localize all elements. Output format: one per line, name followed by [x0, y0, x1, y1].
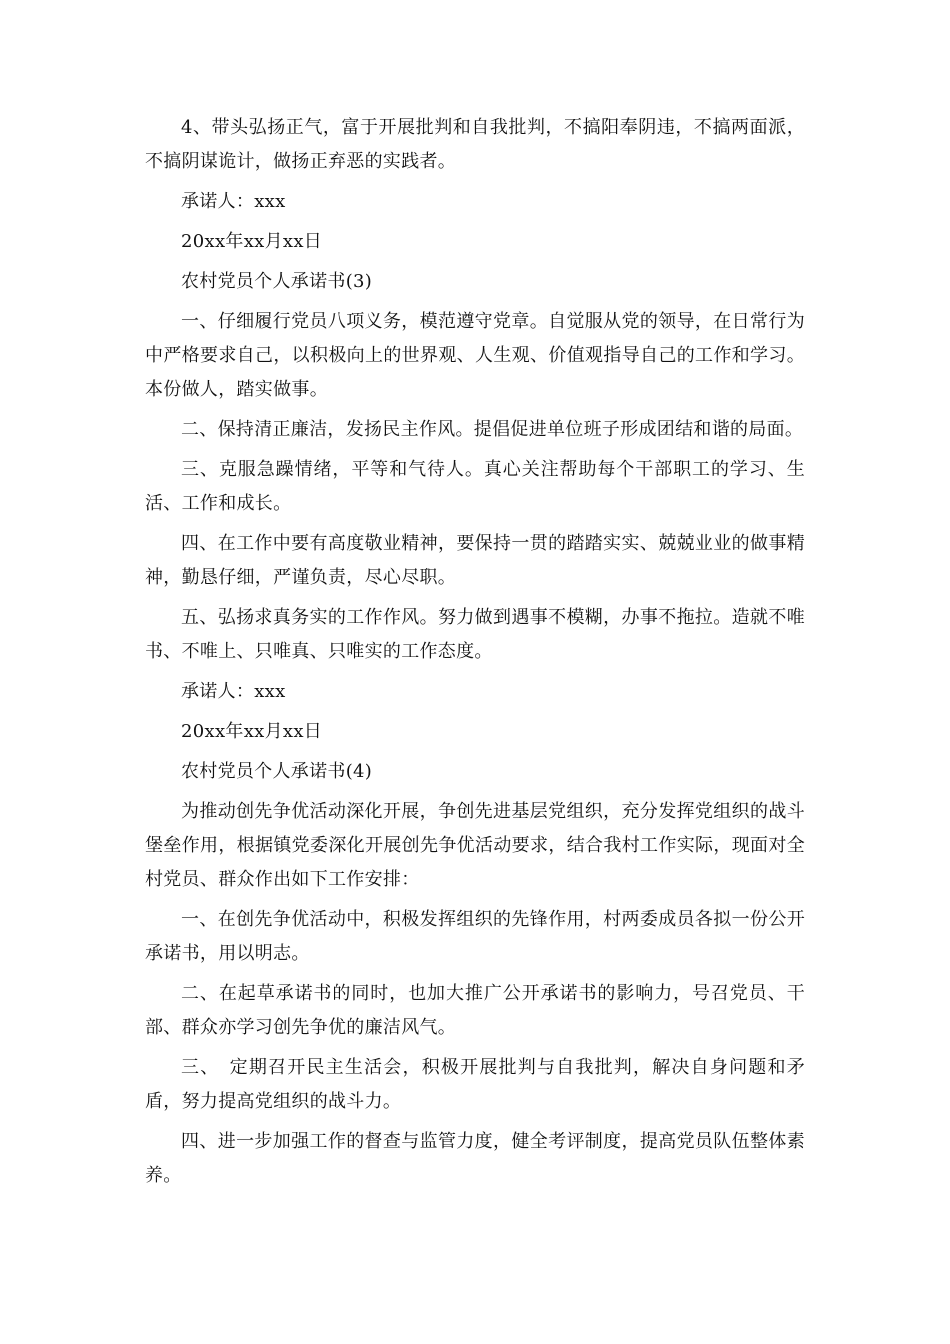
arrangement-one: 一、在创先争优活动中，积极发挥组织的先锋作用，村两委成员各拟一份公开承诺书，用以明志。 [145, 909, 805, 964]
paragraph-three: 三、克服急躁情绪，平等和气待人。真心关注帮助每个干部职工的学习、生活、工作和成长。 [145, 459, 805, 514]
arrangement-three: 三、 定期召开民主生活会，积极开展批判与自我批判，解决自身问题和矛盾，努力提高党组织的战斗力。 [145, 1057, 805, 1112]
promisor-line: 承诺人：xxx [181, 681, 286, 702]
section-title-3: 农村党员个人承诺书(3) [181, 271, 373, 292]
date-line: 20xx年xx月xx日 [181, 231, 323, 252]
promisor-line: 承诺人：xxx [181, 191, 286, 212]
document-body [145, 111, 805, 1199]
arrangement-two: 二、在起草承诺书的同时，也加大推广公开承诺书的影响力，号召党员、干部、群众亦学习创先争优的廉洁风气。 [145, 983, 805, 1038]
paragraph-one: 一、仔细履行党员八项义务，模范遵守党章。自觉服从党的领导，在日常行为中严格要求自己，以积极向上的世界观、人生观、价值观指导自己的工作和学习。本份做人，踏实做事。 [145, 311, 805, 400]
paragraph-four: 四、在工作中要有高度敬业精神，要保持一贯的踏踏实实、兢兢业业的做事精神，勤恳仔细，严谨负责，尽心尽职。 [145, 533, 805, 588]
paragraph-two: 二、保持清正廉洁，发扬民主作风。提倡促进单位班子形成团结和谐的局面。 [181, 419, 804, 440]
arrangement-four: 四、进一步加强工作的督查与监管力度，健全考评制度，提高党员队伍整体素养。 [145, 1131, 805, 1186]
intro-paragraph: 为推动创先争优活动深化开展，争创先进基层党组织，充分发挥党组织的战斗堡垒作用，根据镇党委深化开展创先争优活动要求，结合我村工作实际，现面对全村党员、群众作出如下工作安排： [145, 801, 805, 890]
paragraph-five: 五、弘扬求真务实的工作作风。努力做到遇事不模糊，办事不拖拉。造就不唯书、不唯上、只唯真、只唯实的工作态度。 [145, 607, 805, 662]
date-line: 20xx年xx月xx日 [181, 721, 323, 742]
paragraph-item-4: 4、带头弘扬正气，富于开展批判和自我批判，不搞阳奉阴违，不搞两面派，不搞阴谋诡计，做扬正弃恶的实践者。 [145, 117, 805, 172]
section-title-4: 农村党员个人承诺书(4) [181, 761, 373, 782]
